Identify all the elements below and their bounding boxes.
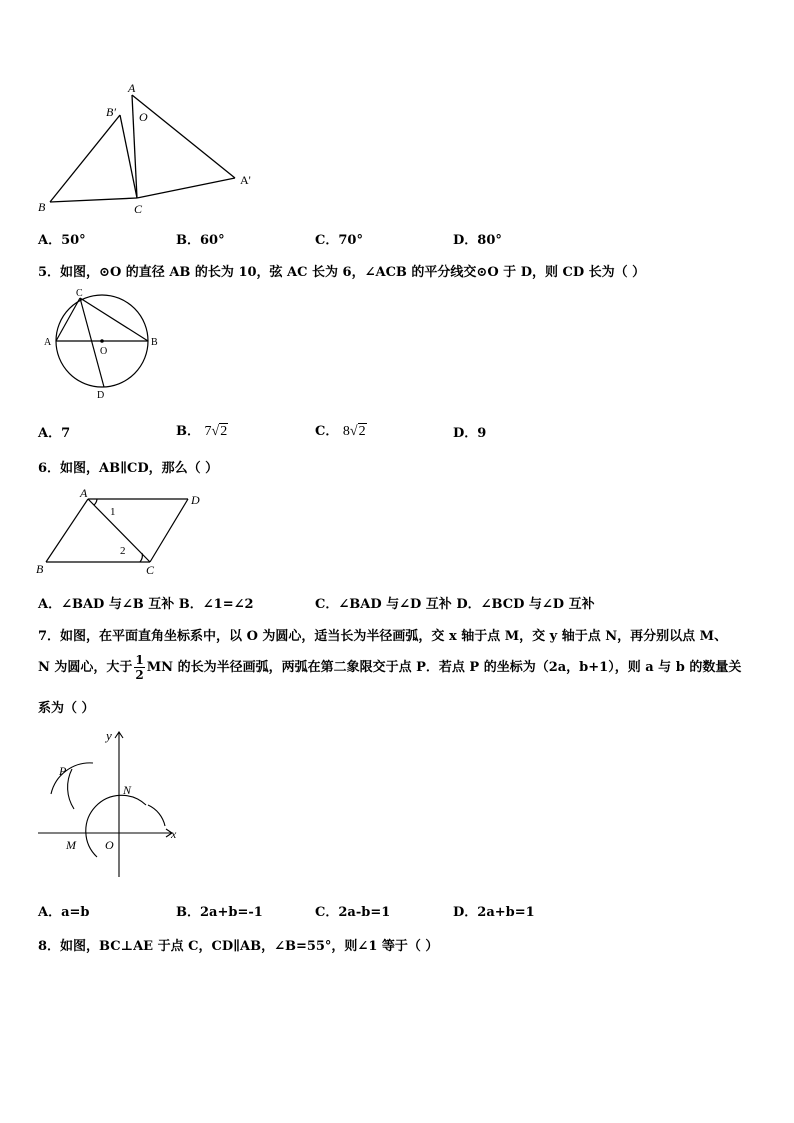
q5-label-A: A (44, 337, 52, 348)
q4-label-A: A (128, 81, 136, 95)
q6-label-C: C (146, 563, 155, 577)
q4-label-O: O (139, 110, 148, 124)
q8-stem: 8．如图，BC⊥AE 于点 C，CD∥AB，∠B=55°，则∠1 等于（ ） (38, 939, 439, 954)
q7-label-y: y (106, 728, 112, 743)
q7-label-O: O (105, 838, 114, 852)
q7-figure (30, 722, 190, 882)
q4-label-C: C (134, 202, 143, 216)
q7-stem-line2: N 为圆心，大于 $\frac{1}{2}$ MN 的长为半径画弧，两弧在第二象限交于点 P．若点 P 的坐标为（2a，b+1），则 a 与 b 的数量关 (38, 653, 742, 682)
q7-stem-line3: 系为（ ） (38, 701, 95, 716)
q7-label-P: P (59, 764, 67, 778)
q4-label-B: B (38, 200, 46, 214)
q4-label-B-prime: B′ (106, 105, 116, 119)
q5-option-b: B． 7√2 (176, 424, 228, 439)
q5-label-B: B (151, 337, 158, 348)
q5-figure (40, 288, 170, 403)
q6-figure (34, 486, 206, 578)
q7-option-d: D．2a+b=1 (453, 905, 535, 920)
q7-label-x: x (171, 827, 177, 841)
q5-option-c: C． 8√2 (315, 424, 366, 439)
q6-label-angle1: 1 (110, 506, 116, 518)
q4-label-A-prime: A' (240, 173, 251, 187)
q5-option-b-sqrt: 7√2 (204, 424, 228, 439)
q7-label-M: M (66, 838, 76, 852)
q7-fraction: $\frac{1}{2}$ (135, 653, 144, 682)
q7-stem-line1: 7．如图，在平面直角坐标系中，以 O 为圆心，适当长为半径画弧，交 x 轴于点 M，交 y 轴于点 N，再分别以点 M、 (38, 629, 728, 644)
q6-stem: 6．如图，AB∥CD，那么（ ） (38, 461, 219, 476)
q5-label-O: O (100, 346, 108, 357)
q6-label-A: A (80, 486, 88, 500)
q5-option-c-sqrt: 8√2 (342, 424, 366, 439)
q5-stem: 5．如图，⊙O 的直径 AB 的长为 10，弦 AC 长为 6，∠ACB 的平分线交⊙O 于 D，则 CD 长为（ ） (38, 265, 646, 280)
q6-option-ab: A．∠BAD 与∠B 互补 B．∠1=∠2 (38, 597, 254, 612)
q4-option-c: C．70° (315, 233, 363, 248)
q7-label-N: N (123, 783, 132, 797)
q6-label-B: B (36, 562, 44, 576)
q5-label-D: D (97, 390, 105, 401)
q6-label-angle2: 2 (120, 545, 126, 557)
q7-option-c: C．2a-b=1 (315, 905, 391, 920)
q4-option-b: B．60° (176, 233, 225, 248)
q5-label-C: C (76, 288, 83, 299)
q7-option-a: A．a=b (38, 905, 90, 920)
q6-label-D: D (191, 493, 200, 507)
q4-figure (30, 80, 270, 220)
q5-option-a: A．7 (38, 426, 71, 441)
q4-option-a: A．50° (38, 233, 86, 248)
q6-option-cd: C．∠BAD 与∠D 互补 D．∠BCD 与∠D 互补 (315, 597, 595, 612)
q4-option-d: D．80° (453, 233, 502, 248)
q5-option-d: D．9 (453, 426, 487, 441)
q7-option-b: B．2a+b=-1 (176, 905, 263, 920)
